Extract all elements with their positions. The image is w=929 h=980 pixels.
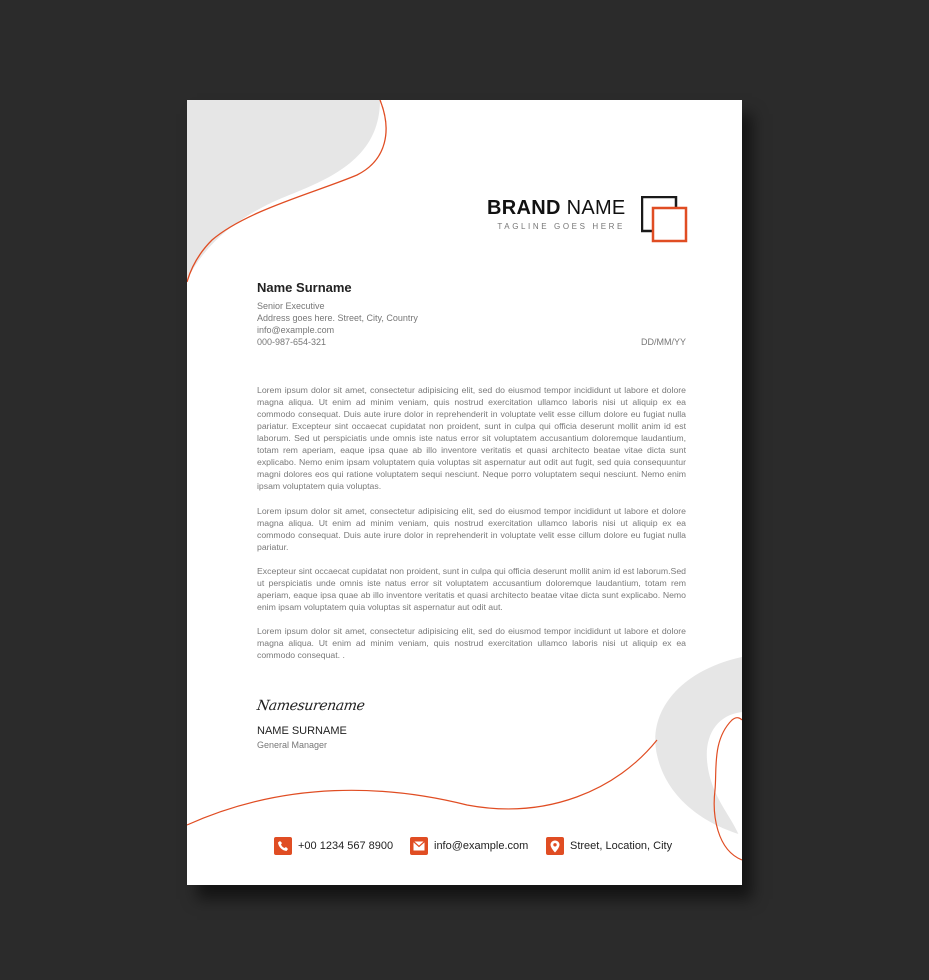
footer-phone-text: +00 1234 567 8900 [298,840,394,852]
letterhead-page [187,100,742,885]
footer-email-text: info@example.com [434,840,529,852]
phone-icon [274,837,292,855]
mail-icon [410,837,428,855]
signatory-name: NAME SURNAME [257,725,347,737]
footer-email [410,837,528,855]
footer-phone [274,837,393,855]
body-paragraph-3: Excepteur sint occaecat cupidatat non proident, sunt in culpa qui officia deserunt mollit anim id est laborum.Sed ut perspiciatis unde omnis iste natus error sit voluptatem accusantium doloremque laudantium, totam rem aperiam, eaque ipsa quae ab illo inventore veritatis et quasi architecto beatae vitae dicta sunt explicabo. Nemo enim ipsam voluptatem quia voluptas sit aspernatur aut odit aut. [257,566,686,612]
body-paragraph-2: Lorem ipsum dolor sit amet, consectetur adipisicing elit, sed do eiusmod tempor incididunt ut labore et dolore magna aliqua. Ut enim ad minim veniam, quis nostrud exercitation ullamco laboris nisi ut aliquip ex ea commodo consequat. Duis aute irure dolor in reprehenderit in voluptate velit esse cillum dolore eu fugiat nulla pariatur. [257,506,686,552]
letter-date: DD/MM/YY [641,337,686,347]
overlapping-squares-icon [641,196,689,244]
footer-location-text: Street, Location, City [570,840,673,852]
signature-script: Namesurename [255,698,366,714]
location-pin-icon [546,837,564,855]
brand-name-bold: BRAND [487,197,561,219]
sender-phone: 000-987-654-321 [257,337,327,347]
signatory-role: General Manager [257,740,328,750]
brand-name [487,197,626,220]
body-paragraph-4: Lorem ipsum dolor sit amet, consectetur adipisicing elit, sed do eiusmod tempor incididunt ut labore et dolore magna aliqua. Ut enim ad minim veniam, quis nostrud exercitation ullamco laboris nisi ut aliquip ex ea commodo consequat. . [257,626,686,660]
brand-name-light: NAME [566,197,626,219]
sender-title: Senior Executive [257,301,325,311]
brand-tagline: TAGLINE GOES HERE [497,222,625,231]
sender-address: Address goes here. Street, City, Country [257,313,418,323]
body-paragraph-1: Lorem ipsum dolor sit amet, consectetur adipisicing elit, sed do eiusmod tempor incididunt ut labore et dolore magna aliqua. Ut enim ad minim veniam, quis nostrud exercitation ullamco laboris nisi ut aliquip ex ea commodo consequat. Duis aute irure dolor in reprehenderit in voluptate velit esse cillum dolore eu fugiat nulla pariatur. Excepteur sint occaecat cupidatat non proident, sunt in culpa qui officia deserunt mollit anim id est laborum. Sed ut perspiciatis unde omnis iste natus error sit voluptatem accusantium doloremque laudantium, totam rem aperiam, eaque ipsa quae ab illo inventore veritatis et quasi architecto beatae vitae dicta sunt explicabo. Nemo enim ipsam voluptatem quia voluptas sit aspernatur aut odit aut fugit, sed quia consequuntur magni dolores eos qui ratione voluptatem sequi nesciunt. Neque porro voluptatem sequi nesciunt. Nemo enim ipsam voluptatem quia voluptas. [257,385,686,491]
footer-location [546,837,672,855]
sender-name: Name Surname [257,280,352,295]
sender-email: info@example.com [257,325,335,335]
